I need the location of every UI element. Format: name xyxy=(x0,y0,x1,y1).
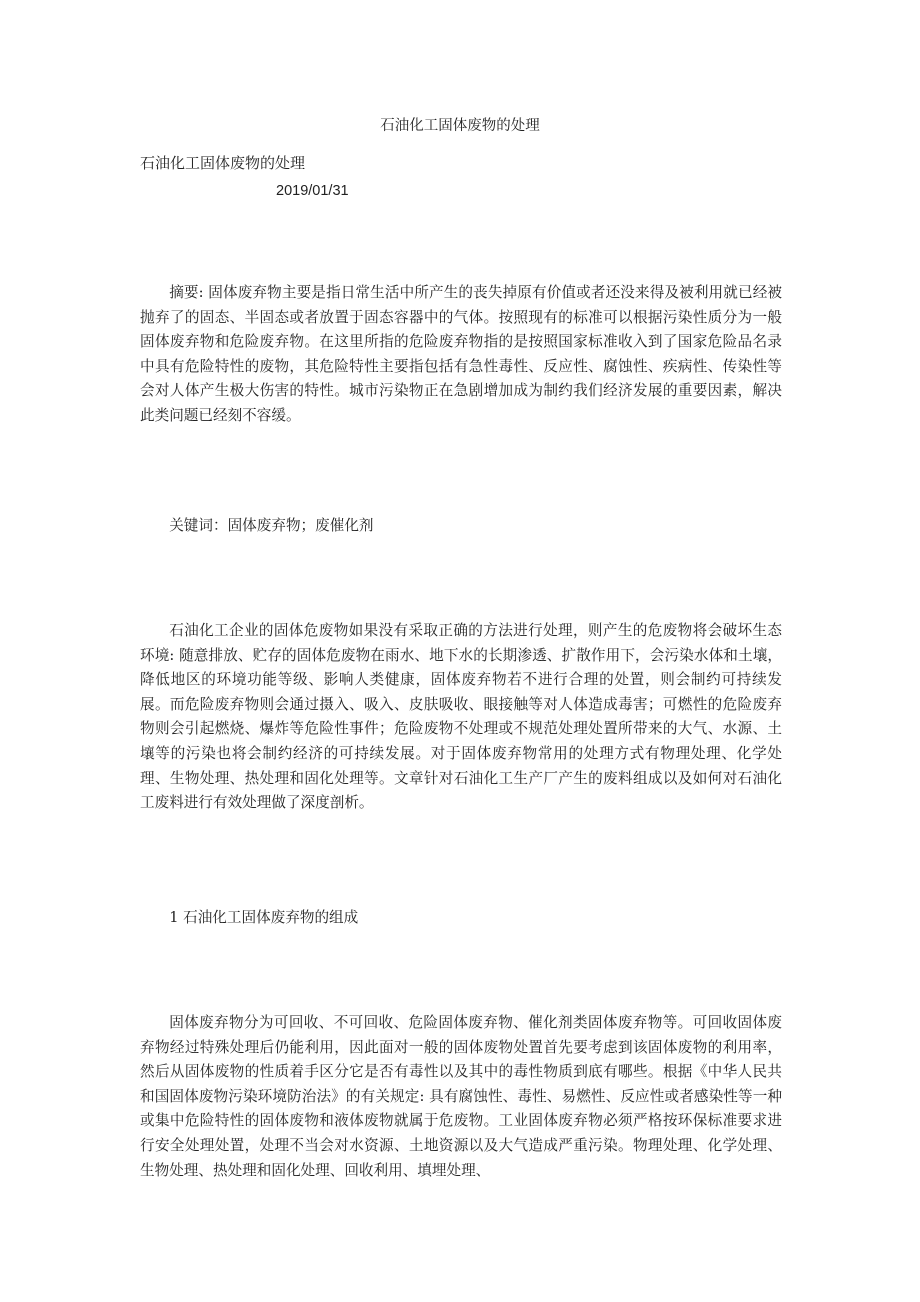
publish-date: 2019/01/31 xyxy=(276,183,349,199)
document-subtitle: 石油化工固体废物的处理 xyxy=(140,154,306,172)
section-heading: 1 石油化工固体废弃物的组成 xyxy=(169,909,359,926)
section-body-paragraph: 固体废弃物分为可回收、不可回收、危险固体废弃物、催化剂类固体废弃物等。可回收固体废弃物经过特殊处理后仍能利用，因此面对一般的固体废物处置首先要考虑到该固体废物的利用率，然后从固体废物的性质着手区分它是否有毒性以及其中的毒性物质到底有哪些。根据《中华人民共和国固体废物污染环境防治法》的有关规定: 具有腐蚀性、毒性、易燃性、反应性或者感染性等一种或集中危险特性的固体废物和液体废物就属于危废物。工业固体废弃物必须严格按环保标准要求进行安全处理处置，处理不当会对水资源、土地资源以及大气造成严重污染。物理处理、化学处理、生物处理、热处理和固化处理、回收利用、填埋处理、 xyxy=(140,1014,782,1179)
abstract-paragraph: 摘要: 固体废弃物主要是指日常生活中所产生的丧失掉原有价值或者还没来得及被利用就已经被抛弃了的固态、半固态或者放置于固态容器中的气体。按照现有的标准可以根据污染性质分为一般固体废弃物和危险废弃物。在这里所指的危险废弃物指的是按照国家标准收入到了国家危险品名录中具有危险特性的废物，其危险特性主要指包括有急性毒性、反应性、腐蚀性、疾病性、传染性等会对人体产生极大伤害的特性。城市污染物正在急剧增加成为制约我们经济发展的重要因素，解决此类问题已经刻不容缓。 xyxy=(140,284,782,424)
keywords-line: 关键词：固体废弃物；废催化剂 xyxy=(169,517,374,534)
document-title: 石油化工固体废物的处理 xyxy=(380,118,540,134)
intro-paragraph: 石油化工企业的固体危废物如果没有采取正确的方法进行处理，则产生的危废物将会破坏生态环境: 随意排放、贮存的固体危废物在雨水、地下水的长期渗透、扩散作用下，会污染水体和土壤，降低地区的环境功能等级、影响人类健康，固体废弃物若不进行合理的处置，则会制约可持续发展。而危险废弃物则会通过摄入、吸入、皮肤吸收、眼接触等对人体造成毒害；可燃性的危险废弃物则会引起燃烧、爆炸等危险性事件；危险废物不处理或不规范处理处置所带来的大气、水源、土壤等的污染也将会制约经济的可持续发展。对于固体废弃物常用的处理方式有物理处理、化学处理、生物处理、热处理和固化处理等。文章针对石油化工生产厂产生的废料组成以及如何对石油化工废料进行有效处理做了深度剖析。 xyxy=(140,622,782,812)
